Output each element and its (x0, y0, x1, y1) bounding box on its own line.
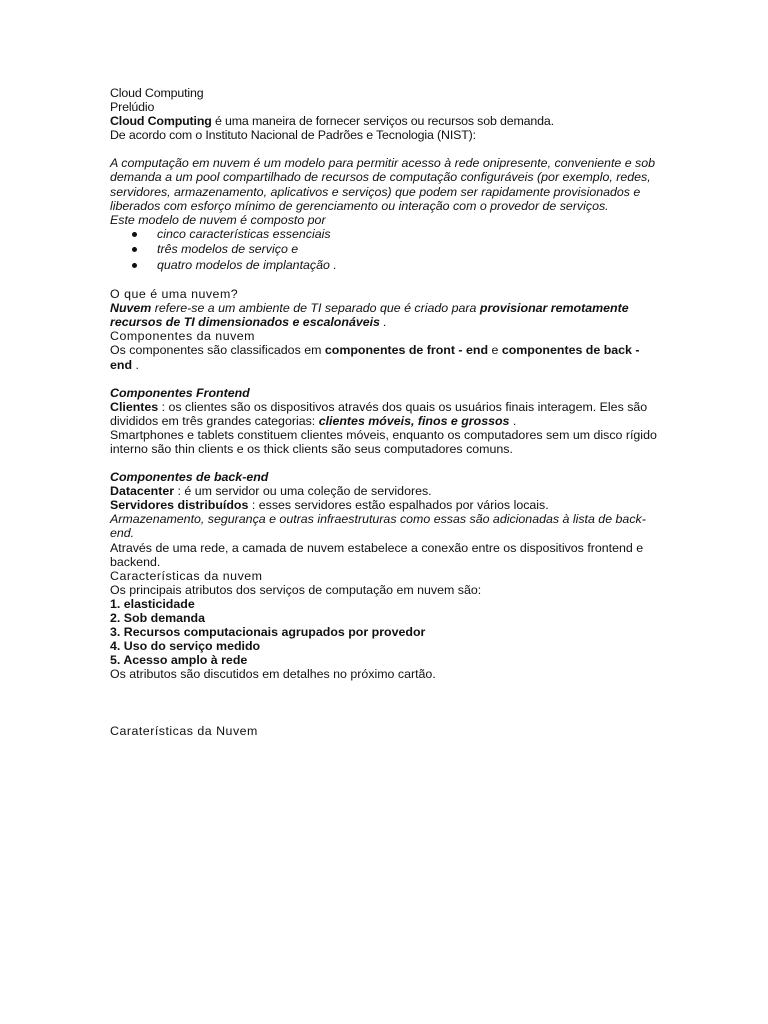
components-paragraph (110, 343, 658, 371)
attributes-outro: Os atributos são discutidos em detalhes no próximo cartão. (110, 667, 436, 682)
prelude-heading: Prelúdio (110, 100, 155, 115)
clients-bold-term: Clientes (110, 399, 159, 414)
attributes-intro: Os principais atributos dos serviços de computação em nuvem são: (110, 582, 482, 597)
attribute-item: 5. Acesso amplo à rede (110, 653, 248, 668)
components-end: . (132, 357, 139, 372)
document-title: Cloud Computing (110, 86, 204, 100)
components-text: Os componentes são classificados em (110, 343, 325, 358)
model-intro: Este modelo de nuvem é composto por (110, 212, 326, 227)
nist-line: De acordo com o Instituto Nacional de Padrões e Tecnologia (NIST): (110, 128, 476, 143)
intro-bold-term: Cloud Computing (110, 114, 212, 129)
smartphones-paragraph: Smartphones e tablets constituem clientes móveis, enquanto os computadores sem um disco rígido interno são thin clients e os thick clients são seus computadores comuns. (110, 427, 657, 456)
distributed-bold-term: Servidores distribuídos (110, 498, 249, 513)
nuvem-definition (110, 301, 658, 329)
clients-paragraph (110, 400, 658, 428)
list-item: três modelos de serviço e (132, 242, 658, 257)
spacer (110, 142, 658, 156)
intro-paragraph (110, 114, 658, 128)
nuvem-text: refere-se a um ambiente de TI separado que é criado para (151, 301, 480, 316)
document-page (110, 86, 658, 738)
datacenter-bold-term: Datacenter (110, 484, 175, 499)
clients-end: . (509, 413, 517, 428)
attribute-item: 1. elasticidade (110, 596, 195, 611)
datacenter-text: : é um servidor ou uma coleção de servidores. (174, 484, 432, 499)
clients-text: : os clientes são os dispositivos através dos quais os usuários finais interagem. Eles são divididos em três grandes categorias: (110, 399, 648, 428)
components-heading: Componentes da nuvem (110, 329, 256, 344)
frontend-heading: Componentes Frontend (110, 385, 250, 400)
spacer (110, 273, 658, 287)
distributed-text: : esses servidores estão espalhados por vários locais. (248, 498, 549, 513)
list-item: quatro modelos de implantação . (132, 258, 658, 273)
nist-quote: A computação em nuvem é um modelo para permitir acesso à rede onipresente, conveniente e sob demanda a um pool compartilhado de recursos de computação configuráveis (por exemplo, redes, servidores, armazenamento, aplicativos e serviços) que podem ser rapidamente provisionados e liberados com esforço mínimo de gerenciamento ou interação com o provedor de serviços. (110, 156, 656, 213)
components-backend-bold: componentes de back - end (110, 343, 640, 372)
what-is-cloud-heading: O que é uma nuvem? (110, 287, 239, 302)
footer-heading: Caraterísticas da Nuvem (110, 723, 258, 738)
attribute-item: 4. Uso do serviço medido (110, 639, 261, 654)
clients-categories: clientes móveis, finos e grossos (318, 413, 510, 428)
distributed-paragraph (110, 498, 658, 512)
attribute-item: 3. Recursos computacionais agrupados por provedor (110, 625, 426, 640)
spacer (110, 682, 658, 724)
attribute-item: 2. Sob demanda (110, 611, 206, 626)
backend-heading: Componentes de back-end (110, 470, 269, 485)
nuvem-bold-phrase: provisionar remotamente recursos de TI dimensionados e escalonáveis (110, 301, 629, 330)
storage-paragraph: Armazenamento, segurança e outras infraestruturas como essas são adicionadas à lista de back-end. (110, 512, 646, 541)
components-frontend-bold: componentes de front - end (324, 343, 489, 358)
nuvem-bold-term: Nuvem (110, 301, 152, 316)
spacer (110, 456, 658, 470)
components-and: e (488, 343, 502, 358)
network-paragraph: Através de uma rede, a camada de nuvem estabelece a conexão entre os dispositivos frontend e backend. (110, 540, 644, 569)
datacenter-paragraph (110, 484, 658, 498)
model-list (110, 227, 658, 273)
spacer (110, 372, 658, 386)
list-item: cinco características essenciais (132, 227, 658, 242)
intro-text: é uma maneira de fornecer serviços ou recursos sob demanda. (211, 114, 554, 129)
characteristics-heading: Características da nuvem (110, 568, 263, 583)
nuvem-end: . (379, 315, 387, 330)
